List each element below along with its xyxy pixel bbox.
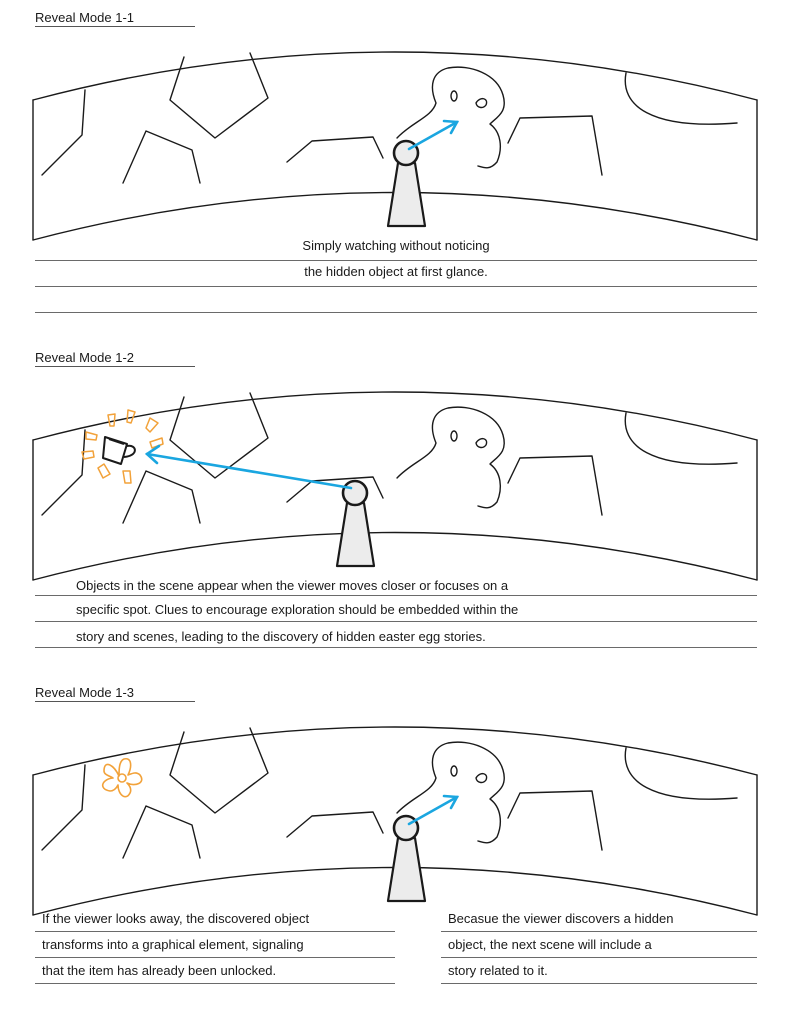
panel-title: Reveal Mode 1-3 — [35, 685, 134, 700]
caption-rule — [35, 983, 395, 984]
rock-outline-shape — [170, 53, 268, 138]
caption-right-line: object, the next scene will include a — [448, 937, 652, 952]
ghost-eye-left — [451, 431, 457, 441]
caption-line: the hidden object at first glance. — [304, 264, 488, 279]
right-ridge-shape — [508, 791, 602, 850]
caption-line: story and scenes, leading to the discovery of hidden easter egg stories. — [76, 629, 486, 644]
caption-rule — [35, 647, 757, 648]
panel-title: Reveal Mode 1-1 — [35, 10, 134, 25]
roof-shape — [123, 806, 200, 858]
screen-top-arc — [33, 727, 757, 775]
caption-right-line: story related to it. — [448, 963, 548, 978]
screen-top-arc — [33, 392, 757, 440]
right-ridge-shape — [508, 116, 602, 175]
ghost-creature-shape — [397, 407, 504, 508]
caption-rule — [35, 312, 757, 313]
caption-rule — [441, 931, 757, 932]
caption-rule — [35, 621, 757, 622]
panel-title: Reveal Mode 1-2 — [35, 350, 134, 365]
ghost-eye-left — [451, 766, 457, 776]
caption-rule — [441, 983, 757, 984]
left-crack-shape — [42, 430, 85, 515]
flower-icon — [103, 759, 142, 797]
ghost-eye-left — [451, 91, 457, 101]
moon-arc-shape — [625, 73, 737, 124]
caption-left-line: that the item has already been unlocked. — [42, 963, 277, 978]
caption-left-line: If the viewer looks away, the discovered object — [42, 911, 310, 926]
caption-right-line: Becasue the viewer discovers a hidden — [448, 911, 674, 926]
caption-rule — [441, 957, 757, 958]
left-crack-shape — [42, 90, 85, 175]
low-ridge-shape — [287, 137, 383, 162]
caption-rule — [35, 931, 395, 932]
moon-arc-shape — [625, 748, 737, 799]
caption-rule — [35, 260, 757, 261]
right-ridge-shape — [508, 456, 602, 515]
ghost-eye-right — [476, 99, 487, 108]
caption-line: Simply watching without noticing — [302, 238, 490, 253]
screen-top-arc — [33, 52, 757, 100]
viewer-figure — [388, 141, 425, 226]
caption-rule — [35, 286, 757, 287]
moon-arc-shape — [625, 413, 737, 464]
caption-rule — [35, 595, 757, 596]
viewer-figure — [388, 816, 425, 901]
ghost-eye-right — [476, 439, 487, 448]
panel-reveal-mode-1-3 — [0, 675, 791, 1024]
panel-reveal-mode-1-2 — [0, 340, 791, 660]
caption-left-line: transforms into a graphical element, signaling — [42, 937, 304, 952]
ghost-eye-right — [476, 774, 487, 783]
panel-reveal-mode-1-1 — [0, 0, 791, 320]
roof-shape — [123, 471, 200, 523]
gaze-arrow — [409, 796, 457, 824]
low-ridge-shape — [287, 812, 383, 837]
rock-outline-shape — [170, 728, 268, 813]
caption-line: Objects in the scene appear when the viewer moves closer or focuses on a — [76, 578, 509, 593]
left-crack-shape — [42, 765, 85, 850]
gaze-arrow — [409, 121, 457, 149]
caption-line: specific spot. Clues to encourage exploration should be embedded within the — [76, 602, 519, 617]
roof-shape — [123, 131, 200, 183]
viewer-figure — [337, 481, 374, 566]
screen-bottom-arc — [33, 533, 757, 581]
caption-rule — [35, 957, 395, 958]
cup-icon — [103, 437, 135, 464]
